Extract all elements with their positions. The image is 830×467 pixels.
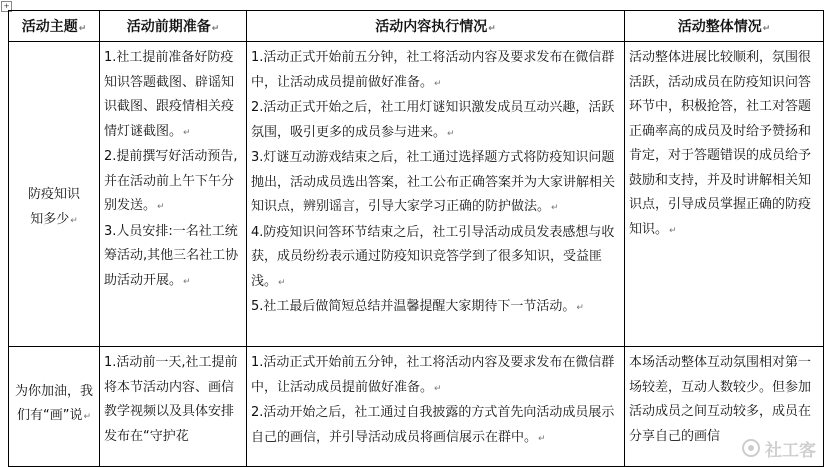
header-content: 活动内容执行情况↵ xyxy=(247,11,625,42)
prep-cell xyxy=(100,42,247,347)
topic-line: 们有“画”说↵ xyxy=(16,408,92,423)
content-item: 3.灯谜互动游戏结束之后，社工通过选择题方式将防疫知识问题抛出，活动成员选出答案，社工公布正确答案并为大家讲解相关知识点，辨别谣言，引导大家学习正确的防护做法。↵ xyxy=(251,150,616,214)
prep-item: 2.提前撰写好活动预告,并在活动前上午下午分别发送。↵ xyxy=(104,149,238,213)
table-row xyxy=(9,347,824,467)
content-item: 4.防疫知识问答环节结束之后，社工引导活动成员发表感想与收获，成员纷纷表示通过防疫知识竞答学到了很多知识，受益匪浅。↵ xyxy=(251,224,615,289)
overall-text: 本场活动整体互动氛围相对第一场较差，互动人数较少。但参加活动成员之间互动较多，成员在分享自己的画信 xyxy=(629,355,812,444)
content-cell xyxy=(247,347,625,467)
content-item: 1.活动正式开始前五分钟，社工将活动内容及要求发布在微信群中，让活动成员提前做好准备。↵ xyxy=(251,355,615,395)
watermark-text: 社工客 xyxy=(765,440,816,461)
content-item: 2.活动正式开始之后，社工用灯谜知识激发成员互动兴趣，活跃氛围，吸引更多的成员参与进来。↵ xyxy=(251,100,615,140)
overall-text: 活动整体进展比较顺利，氛围很活跃，活动成员在防疫知识问答环节中，积极抢答，社工对答题正确率高的成员及时给予赞扬和肯定，对于答题错误的成员给予鼓励和支持，并及时讲解相关知识点，引导成员掌握正确的防疫知识。↵ xyxy=(629,50,812,237)
header-topic: 活动主题↵ xyxy=(9,11,100,42)
topic-cell xyxy=(9,347,100,467)
topic-line: 知多少↵ xyxy=(30,211,78,227)
prep-item: 3.人员安排:一名社工统筹活动,其他三名社工协助活动开展。↵ xyxy=(104,223,239,288)
content-item: 1.活动正式开始前五分钟，社工将活动内容及要求发布在微信群中，让活动成员提前做好准备。↵ xyxy=(251,50,615,90)
prep-item: 1.活动前一天,社工提前将本节活动内容、画信教学视频以及具体安排发布在“守护花 xyxy=(104,355,238,444)
watermark-logo-icon xyxy=(741,438,761,463)
table-move-handle-icon[interactable]: + xyxy=(1,1,12,12)
overall-cell xyxy=(625,42,824,347)
watermark xyxy=(741,436,816,464)
topic-line: 防疫知识 xyxy=(27,187,80,202)
header-row xyxy=(9,11,824,42)
content-cell xyxy=(247,42,625,347)
content-item: 5.社工最后做简短总结并温馨提醒大家期待下一节活动。↵ xyxy=(251,299,584,314)
activity-table xyxy=(8,10,824,467)
header-overall: 活动整体情况↵ xyxy=(625,11,824,42)
header-prep: 活动前期准备↵ xyxy=(100,11,247,42)
content-item: 2.活动开始之后，社工通过自我披露的方式首先向活动成员展示自己的画信，并引导活动成员将画信展示在群中。↵ xyxy=(251,405,615,445)
topic-line: 为你加油，我 xyxy=(14,383,93,399)
topic-cell xyxy=(9,42,100,347)
table-row xyxy=(9,42,824,347)
prep-item: 1.社工提前准备好防疫知识答题截图、辟谣知识截图、跟疫情相关疫情灯谜截图。↵ xyxy=(104,50,235,139)
prep-cell xyxy=(100,347,247,467)
